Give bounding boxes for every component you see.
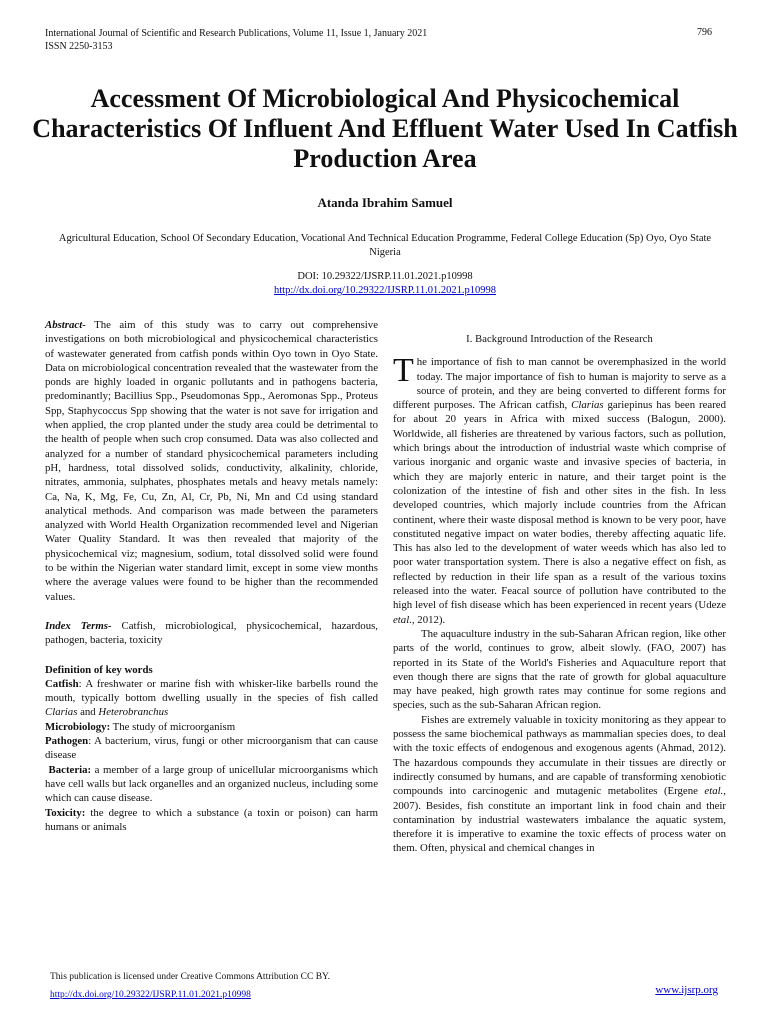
page-number: 796	[697, 27, 712, 38]
abstract-text: The aim of this study was to carry out comprehensive investigations on both microbiological and physicochemical characteristics of wastewater generated from catfish ponds within Oyo town in Oyo State. Data on microbiological concentration revealed that the wastewater from the ponds are highly loaded in organic pollutants and in pathogens bacteria, predominantly; Bacillius Spp., Pseudomonas Spp., Aeromonas Spp., Proteus Spp, Staphycoccus Spp showing that the water is not save for irrigation and when applied, the crop planted under the study area could be detrimental to the health of people when such crop consumed. Data was also collected and analyzed for a number of standard physicochemical parameters including pH, hardness, total dissolved solids, conductivity, alkalinity, chloride, nitrates, ammonia, sulphates, phosphates metals and heavy metals namely: Ca, Na, K, Mg, Fe, Cu, Zn, Al, Cr, Pb, Ni, Mn and Cd using standard analytical methods. And comparison was made between the parameters analyzed with World Health Organization recommended level and Nigerian Water Quality Standard. It was then revealed that majority of the physicochemical viz; magnesium, sodium, total dissolved solid were found to be within the Nigerian water standard limit, except in some view months where the average values were found to be higher than the recommended values.	[45, 319, 378, 603]
footer	[50, 968, 330, 1004]
definition-bacteria: Bacteria: a member of a large group of unicellular microorganisms which have cell walls but lack organelles and an organized nucleus, including some which can cause disease.	[45, 763, 378, 805]
definition-toxicity: Toxicity: the degree to which a substance (a toxin or poison) can harm humans or animals	[45, 806, 378, 833]
doi-text: DOI: 10.29322/IJSRP.11.01.2021.p10998	[297, 271, 473, 282]
abstract	[45, 318, 378, 604]
license-text: This publication is licensed under Creative Commons Attribution CC BY.	[50, 972, 331, 982]
paper-title: Accessment Of Microbiological And Physicochemical Characteristics Of Influent And Effluent Water Used In Catfish Production Area	[32, 84, 738, 173]
definition-pathogen: Pathogen: A bacterium, virus, fungi or other microorganism that can cause disease	[45, 735, 378, 762]
journal-header	[45, 27, 427, 53]
left-column	[45, 318, 378, 834]
right-column	[393, 333, 726, 856]
index-terms	[45, 619, 378, 648]
journal-citation: International Journal of Scientific and Research Publications, Volume 11, Issue 1, January 2021	[45, 28, 428, 39]
intro-paragraph-3: Fishes are extremely valuable in toxicity monitoring as they appear to possess the same biochemical pathways as mammalian species does, to deal with the toxic effects of endogenous and exogenous agents (Ahmad, 2012). The hazardous compounds they accumulate in their tissues are directly or indirectly consumed by humans, and are capable of transforming xenobiotic compounds into carcinogenic and mutagenic metabolites (Ergene etal., 2007). Besides, fish constitute an important link in food chain and their contamination by industrial wastewaters imbalance the aquatic system, therefore it is imperative to examine the toxic effects of process water on them. Often, physical and chemical changes in	[393, 713, 726, 855]
issn: ISSN 2250-3153	[45, 41, 113, 52]
section-heading: I. Background Introduction of the Research	[466, 334, 653, 345]
intro-paragraph-1: The importance of fish to man cannot be overemphasized in the world today. The major importance of fish to human is majority to serve as a source of protein, and they are being converted to different forms for different purposes. The African catfish, Clarias gariepinus has been reared for about 20 years in Africa with mixed success (Balogun, 2000). Worldwide, all fisheries are threatened by various factors, such as pollution, which brings about the introduction of industrial waste which comprise of various inorganic and organic waste and invasive species of bacteria, in which they are majorly enteric in nature, and their target point is the colonization of the intestine of fish and other sites in the fish. In less developed countries, which majorly include countries from the African continent, where their waste disposal method is known to be very poor, have constituted negative impact on water bodies, thereby affecting aquatic life. This has also led to the development of water weeds which has also led to poor water transportation system. There is also a negative effect on fish, as reflected by reduction in their life span as a result of the various toxins released into the water. Feacal source of pollution have contributed to the high level of fish disease which has been experienced in recent years (Udeze etal., 2012).	[393, 352, 726, 626]
definition-microbiology: Microbiology: The study of microorganism	[45, 720, 236, 733]
doi-link[interactable]: http://dx.doi.org/10.29322/IJSRP.11.01.2021.p10998	[274, 285, 496, 296]
definition-catfish: Catfish: A freshwater or marine fish with whisker-like barbells round the mouth, typically bottom dwelling usually in the species of fish called Clarias and Heterobranchus	[45, 677, 378, 719]
author-name: Atanda Ibrahim Samuel	[317, 195, 453, 210]
index-terms-label: Index Terms-	[45, 619, 112, 632]
affiliation: Agricultural Education, School Of Secondary Education, Vocational And Technical Education Programme, Federal College Education (Sp) Oyo, Oyo State Nigeria	[58, 233, 712, 258]
footer-doi-link[interactable]: http://dx.doi.org/10.29322/IJSRP.11.01.2021.p10998	[50, 990, 251, 1000]
intro-paragraph-2: The aquaculture industry in the sub-Saharan African region, like other parts of the world, continues to grow, albeit slowly. (FAO, 2007) has reported in its State of the World's Fisheries and Aquaculture report that even though there are signs that the rate of growth for global aquaculture may have peaked, high growth rates may continue for some regions and species, such as the sub-Saharan African region.	[393, 627, 726, 712]
drop-cap: T	[393, 352, 414, 390]
doi-block	[0, 270, 770, 298]
website-link[interactable]: www.ijsrp.org	[655, 984, 718, 996]
definitions-heading: Definition of key words	[45, 663, 153, 676]
abstract-label: Abstract-	[45, 319, 86, 331]
index-terms-text: Catfish, microbiological, physicochemical, hazardous, pathogen, bacteria, toxicity	[45, 619, 379, 647]
